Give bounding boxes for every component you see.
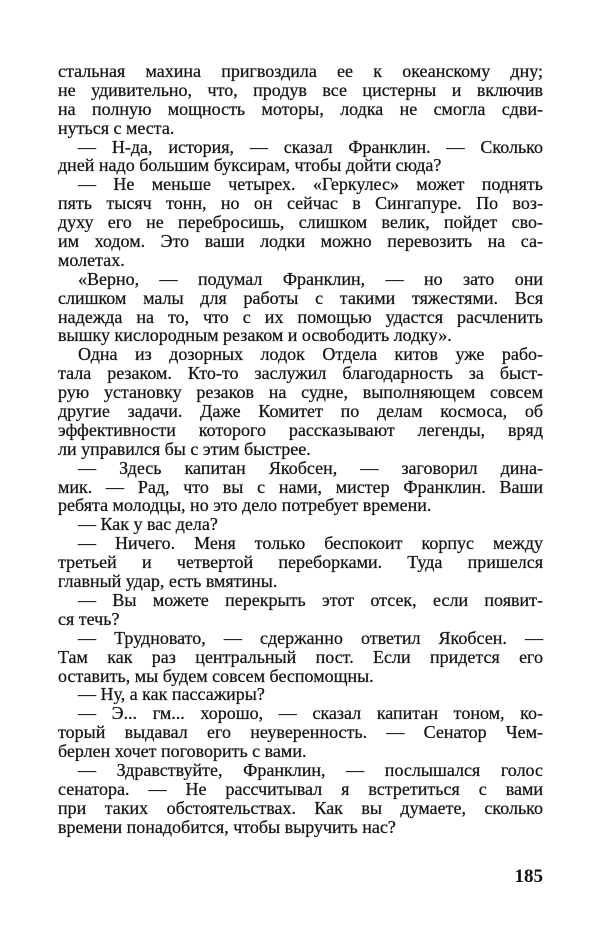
text-line: духу его не перебросишь, слишком велик, пойдет сво- (58, 212, 543, 233)
text-line: времени понадобится, чтобы выручить нас? (58, 816, 396, 837)
text-line: эффективности которого рассказывают легенды, вряд (58, 419, 543, 440)
text-line: — Трудновато, — сдержанно ответил Якобсен. — (78, 627, 543, 648)
text-line: — Здесь капитан Якобсен, — заговорил дина- (78, 457, 543, 478)
text-line: Одна из дозорных лодок Отдела китов уже рабо- (78, 344, 543, 365)
text-line: вышку кислородным резаком и освободить лодку». (58, 325, 452, 346)
text-line: ли управился бы с этим быстрее. (58, 438, 311, 459)
text-line: ребята молодцы, но это дело потребует времени. (58, 495, 432, 516)
text-line: молетах. (58, 249, 125, 270)
text-line: слишком малы для работы с такими тяжестями. Вся (58, 287, 543, 308)
text-line: — Здравствуйте, Франклин, — послышался голос (78, 759, 543, 780)
text-line: торый выдавал его неуверенность. — Сенатор Чем- (58, 722, 543, 743)
text-line: Там как раз центральный пост. Если придется его (58, 646, 543, 667)
text-line: нуться с места. (58, 117, 175, 138)
text-line: оставить, мы будем совсем беспомощны. (58, 665, 374, 686)
text-line: надежда на то, что с их помощью удастся расчленить (58, 306, 543, 327)
page-body-text (58, 62, 543, 837)
page-number: 185 (514, 866, 543, 887)
text-line: на полную мощность моторы, лодка не смогла сдви- (58, 98, 543, 119)
text-line: стальная махина пригвоздила ее к океанскому дну; (58, 61, 543, 81)
text-line: — Как у вас дела? (78, 514, 218, 535)
text-line: — Вы можете перекрыть этот отсек, если появит- (78, 589, 543, 610)
text-line: — Э... гм... хорошо, — сказал капитан тоном, ко- (78, 703, 543, 724)
text-line: другие задачи. Даже Комитет по делам космоса, об (58, 401, 543, 422)
text-line: главный удар, есть вмятины. (58, 571, 278, 592)
text-line: при таких обстоятельствах. Как вы думаете, сколько (58, 797, 543, 818)
text-line: третьей и четвертой переборками. Туда пришелся (58, 552, 543, 573)
text-line: сенатора. — Не рассчитывал я встретиться с вами (58, 778, 543, 799)
text-line: тала резаком. Кто-то заслужил благодарность за быст- (58, 363, 543, 384)
text-line: берлен хочет поговорить с вами. (58, 741, 307, 762)
text-line: мик. — Рад, что вы с нами, мистер Франклин. Ваши (58, 476, 543, 497)
text-line: — Ну, а как пассажиры? (78, 684, 265, 705)
text-line: — Ничего. Меня только беспокоит корпус между (78, 533, 543, 554)
text-line: ся течь? (58, 608, 120, 629)
text-line: им ходом. Это ваши лодки можно перевозить на са- (58, 231, 543, 252)
text-line: — Н-да, история, — сказал Франклин. — Сколько (78, 136, 543, 157)
text-line: пять тысяч тонн, но он сейчас в Сингапуре. По воз- (58, 193, 543, 214)
text-line: рую установку резаков на судне, выполняющем совсем (58, 382, 543, 403)
text-line: дней надо большим буксирам, чтобы дойти сюда? (58, 155, 442, 176)
text-line: «Верно, — подумал Франклин, — но зато они (78, 268, 543, 289)
text-line: — Не меньше четырех. «Геркулес» может поднять (78, 174, 543, 195)
text-line: не удивительно, что, продув все цистерны и включив (58, 79, 543, 100)
